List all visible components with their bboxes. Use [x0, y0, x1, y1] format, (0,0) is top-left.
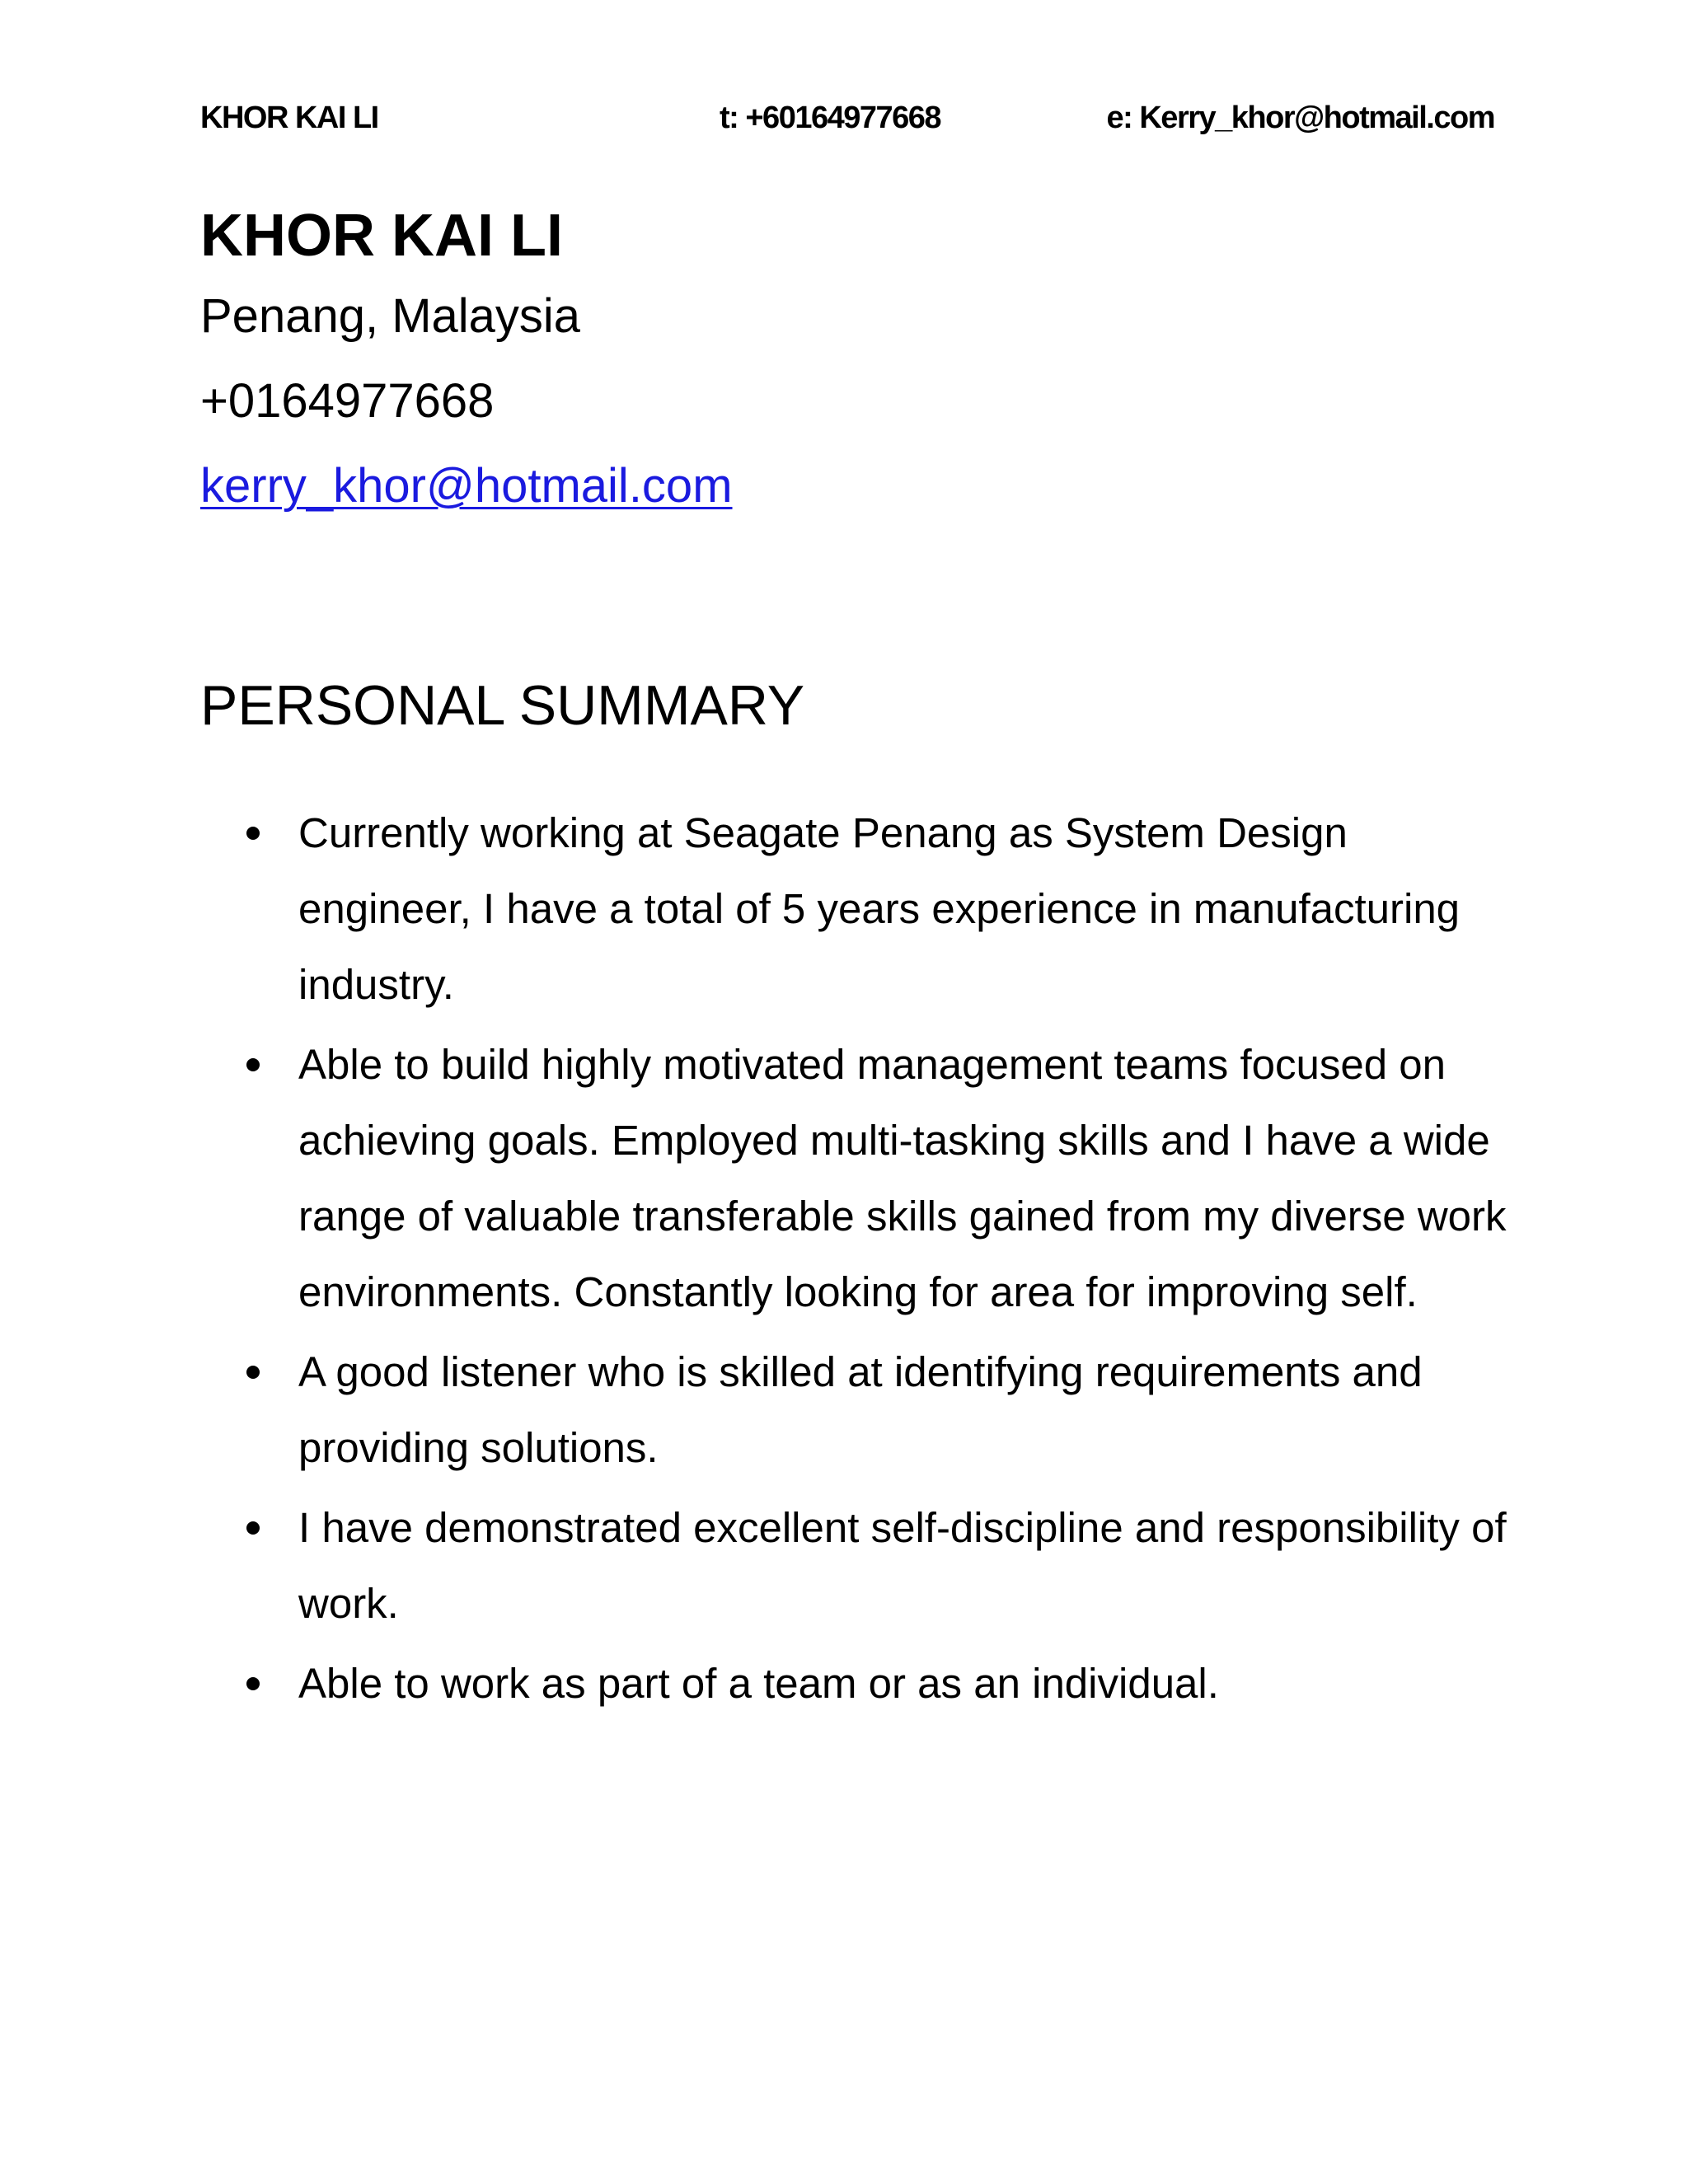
summary-item-text: I have demonstrated excellent self-discipline and responsibility of work. — [298, 1504, 1507, 1627]
bullet-icon — [246, 1677, 260, 1690]
bullet-icon — [246, 1521, 260, 1535]
header-name: KHOR KAI LI — [200, 101, 378, 135]
summary-item-text: A good listener who is skilled at identifying requirements and providing solutions. — [298, 1348, 1423, 1471]
candidate-name: KHOR KAI LI — [200, 203, 563, 269]
section-heading-personal-summary: PERSONAL SUMMARY — [200, 674, 805, 737]
contact-phone: +0164977668 — [200, 374, 495, 428]
summary-item — [298, 1490, 1510, 1642]
summary-item — [298, 1334, 1510, 1486]
summary-item — [298, 795, 1510, 1023]
contact-location: Penang, Malaysia — [200, 289, 581, 343]
running-header — [200, 97, 1494, 138]
contact-email-line — [200, 443, 733, 528]
summary-item — [298, 1646, 1510, 1722]
summary-item-text: Able to build highly motivated management teams focused on achieving goals. Employed multi-tasking skills and I have a wide range of valuable transferable skills gained from my diverse work environments. Constantly looking for area for improving self. — [298, 1041, 1507, 1315]
bullet-icon — [246, 1366, 260, 1379]
header-email: e: Kerry_khor@hotmail.com — [1106, 101, 1494, 135]
bullet-icon — [246, 1058, 260, 1071]
summary-list — [298, 795, 1510, 1726]
email-link[interactable]: kerry_khor@hotmail.com — [200, 459, 733, 513]
contact-block — [200, 198, 733, 528]
header-phone: t: +60164977668 — [720, 101, 941, 135]
summary-item-text: Able to work as part of a team or as an individual. — [298, 1660, 1219, 1707]
bullet-icon — [246, 827, 260, 840]
summary-item — [298, 1027, 1510, 1330]
summary-item-text: Currently working at Seagate Penang as System Design engineer, I have a total of 5 years experience in manufacturing industry. — [298, 809, 1461, 1008]
